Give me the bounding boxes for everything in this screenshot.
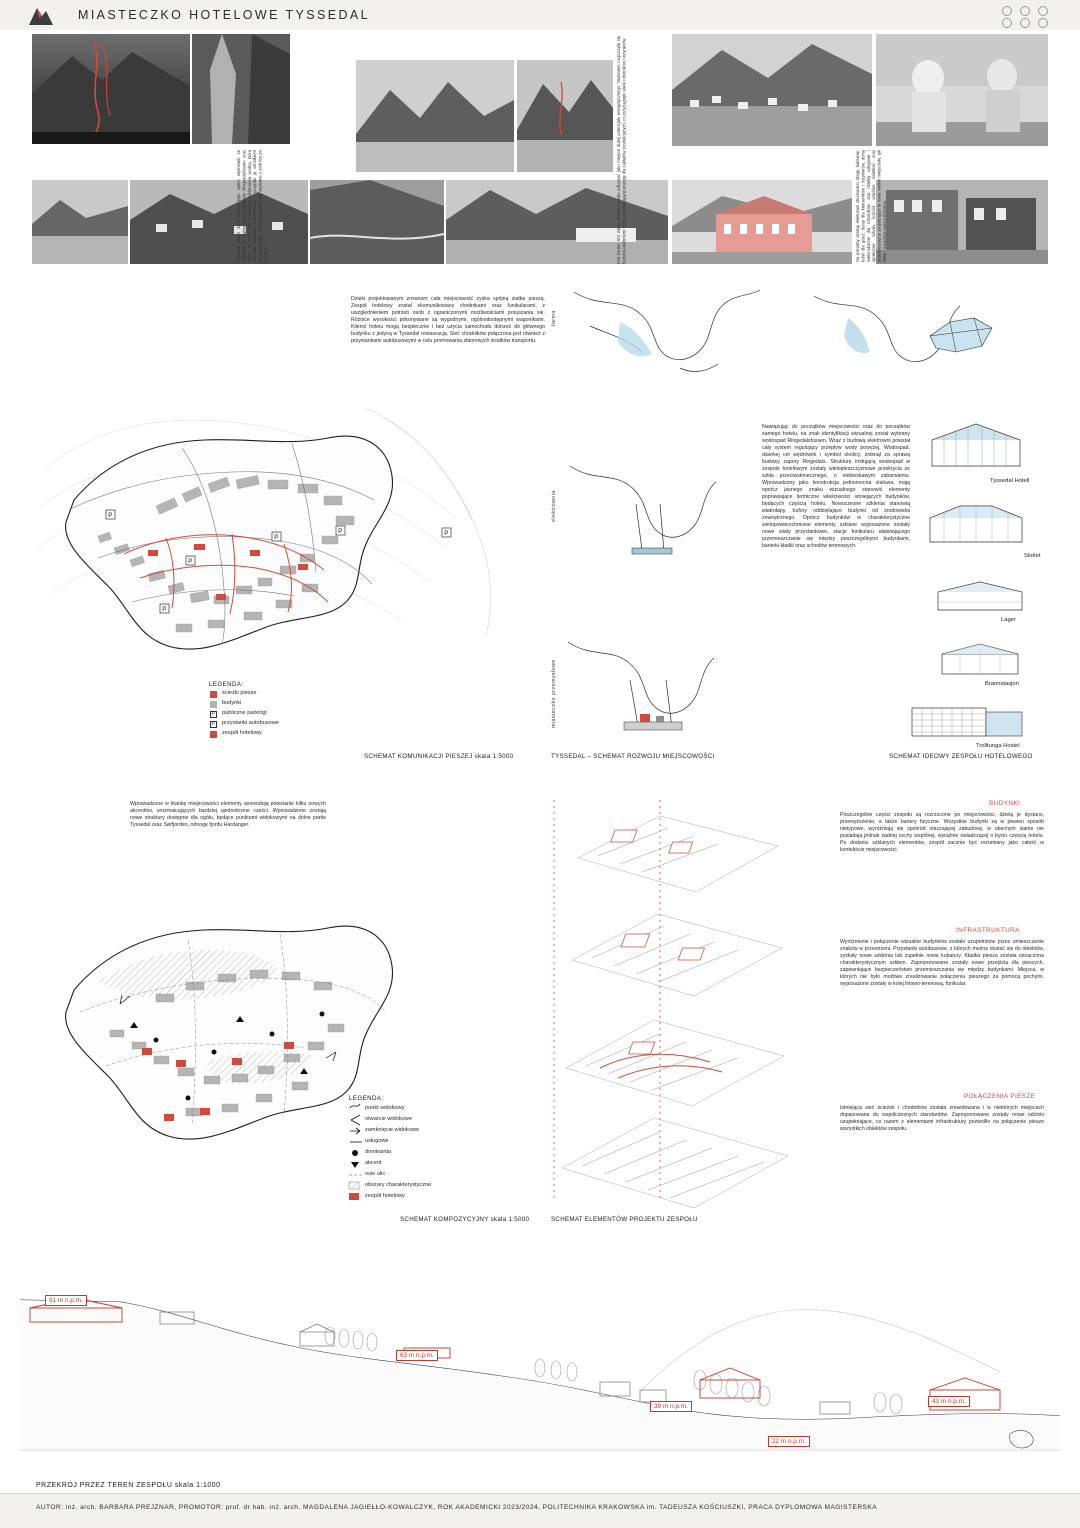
diagram-label-miasteczko: miasteczko przemysłowe — [551, 659, 557, 728]
composition-description: Wprowadzone w tkankę miejscowości elementy spowodują powstanie kilku nowych akcentów, urozmaicających bardziej ujednolicone części. Wprowadzone zostają nowe struktury dostępne dla ogółu, będące punktami widokowymi na dolne partie Tyssedal oraz Sørfjorden, odnogę fjordu Hardanger. — [130, 801, 326, 828]
photo-village-hillside — [672, 34, 872, 146]
elements-axonometric-diagram[interactable] — [548, 790, 848, 1210]
legend-1-swatch-hotel — [210, 731, 217, 738]
legend-1-swatch-paths — [210, 691, 217, 698]
legend-2-item-6: osie ulic — [365, 1171, 386, 1177]
caption-elements: SCHEMAT ELEMENTÓW PROJEKTU ZESPOŁU — [551, 1216, 698, 1223]
legend-2-item-2: zamknięcie widokowe — [365, 1127, 420, 1133]
buildings-description: Poszczególne części zespołu są rozrzucone po miejscowości, dzielą je dystans, przewyższenie, a także bariery fizyczne. Wszystkie budynki są w pewien sposób nietypowe, wyróżniają się spośród otaczającej zabudowy, w obecnym stanie nie posiadają jednak żadnej cechy wspólnej, wyraźnie świadczącej o byciu częścią hotelu. Po dodaniu szklanych elementów, zespół zacznie być rozumiany jako całość w kontekście miejscowości. — [840, 812, 1044, 853]
elevation-label-91: 91 m n.p.m. — [45, 1295, 87, 1306]
legend-2-title: LEGENDA: — [349, 1095, 384, 1102]
caption-composition: SCHEMAT KOMPOZYCYJNY skala 1:5000 — [400, 1216, 530, 1223]
photo-old-street-shop — [876, 180, 1048, 264]
hostel-building-icon — [908, 700, 1026, 740]
legend-1-item-paths: ścieżki piesze — [222, 690, 257, 696]
poster-header — [0, 0, 1080, 31]
legend-2-icons — [348, 1100, 364, 1204]
hostel-building-label: Trolltunga Hostel — [976, 743, 1020, 749]
fire-station-label: Brannstasjon — [985, 681, 1019, 687]
svg-text:P: P — [162, 607, 167, 613]
legend-2-item-8: zespół hotelowy — [365, 1193, 405, 1199]
hotel-building-label: Tyssedal Hotell — [990, 478, 1030, 484]
photo-lake-view — [32, 180, 128, 264]
legend-1-title: LEGENDA: — [209, 681, 244, 688]
communication-description: Dzięki projektowanym zmianom cała miejscowość zyska spójną siatkę pieszą. Zespół hotelowy został skomunikowany chodnikami oraz funikularami, z uwzględnieniem potrzeb osób z ograniczonymi możliwościami poruszania się. Różnice wysokości pokonywane są wygodnymi, ogólnodostępnymi wagonikami. Klienci hotelu mogą bezpiecznie i bez użycia samochodu dotrzeć do głównego budynku z jedyną w Tyssedal restauracją. Sieć chodników połączona jest również z przystankami autobusowymi w celu promowania zbiorowych środków transportu. — [351, 296, 545, 344]
development-diagram-row-1 — [560, 282, 1030, 382]
legend-2-item-7: obszary charakterystyczne — [365, 1182, 432, 1188]
legend-2-item-4: dominanta — [365, 1149, 392, 1155]
elevation-label-22: 22 m n.p.m. — [768, 1436, 810, 1447]
legend-1-swatch-buildings — [210, 701, 217, 708]
legend-1-item-busstop: przystanki autobusowe — [222, 720, 279, 726]
infrastructure-description: Wyróżnienie i połączenie wizualne budynków zostało uzupełnione przez umieszczenie znaków w przestrzeni. Przystanki autobusowe, z których można dostać się do obiektów, zyskały nowe szklenia lub zupełnie nowe kubatury. Kładka piesza została oznaczona charakterystycznym szkłem. Zaproponowane zostały nowe przejścia dla pieszych, zapewniające bezpieczeństwo przemieszczania się między budynkami. Miejsca, w których nie było możliwe zrealizowanie połączenia pieszego za pomocą pochylni, wyposażone zostały w kolej linowo-terenową, funikular. — [840, 939, 1044, 987]
legend-1-item-buildings: budynki — [222, 700, 242, 706]
svg-text:P: P — [108, 513, 113, 519]
lager-building-label: Lager — [1001, 617, 1016, 623]
legend-2-item-0: punkt widokowy — [365, 1105, 405, 1111]
legend-2-item-3: usługowe — [365, 1138, 389, 1144]
infrastructure-title: INFRASTRUKTURA — [956, 927, 1020, 934]
caption-section: PRZEKRÓJ PRZEZ TEREN ZESPOŁU skala 1:1000 — [36, 1482, 221, 1489]
poster-footer — [0, 1493, 1080, 1528]
hotel-building-icon — [926, 420, 1026, 470]
legend-1-item-hotel: zespół hotelowy — [222, 730, 262, 736]
legend-2-item-5: akcent — [365, 1160, 382, 1166]
page-title: MIASTECZKO HOTELOWE TYSSEDAL — [78, 8, 371, 22]
photo-pink-hotel — [672, 180, 852, 264]
svg-text:P: P — [188, 559, 193, 565]
mountain-logo-icon — [28, 4, 54, 26]
history-text-1: Tyssedal przed 1900 rokiem było celem wędrówek ze względu na malownicze wodospady Ringedalsfossen oraz Tysso. W 1906 roku zbudowano elektrownię wodną, która zmieniła charakter miejscowości i uczyniła ją ośrodkiem przemysłowym. Baza wypadowa była zapisana z podróży po Norwegii. — [236, 150, 269, 262]
elevation-label-43: 43 m n.p.m. — [928, 1396, 970, 1407]
legend-2-item-1: otwarcie widokowe — [365, 1116, 412, 1122]
dot-grid-decoration — [998, 5, 1058, 25]
paths-description: Istniejąca sieć ścieżek i chodników została zrewidowana i w niektórych miejscach dopasowana do współczesnych standardów. Zaproponowane zostały nowe odcinki uzupełniające, co razem z elementami infrastruktury pozwoliło na połączenie piesze wszystkich obiektów zespołu. — [840, 1105, 1044, 1132]
photo-people-counter — [876, 34, 1048, 146]
slottet-building-icon — [926, 500, 1026, 546]
photo-strip — [0, 30, 1080, 268]
legend-1-bus-p: P — [211, 721, 215, 727]
development-diagram-row-3 — [560, 630, 800, 750]
diagram-label-farma: farma — [551, 310, 557, 326]
slottet-building-label: Slottet — [1024, 553, 1041, 559]
idea-description: Nawiązując do początków miejscowości oraz do początków samego hotelu, na znak identyfikacji wizualnej został wybrany wodospad Ringedalsfossen. Wraz z budową elektrowni powstał cały system regulujący przepływ wody powyżej. Wodospad, dawniej cel wędrówek i symbol okolicy, zniknął za sprawą budowy zapory Ringedals. Strukturę imitującą wodospad w zespole hotelowym zostały wielopleszczyznowe przekrycia ze szkła przeciwsłonecznego, o niebieskawym zabarwieniu. Wprowadzony jako konstrukcja jednomocna stalowa, mają oprócz jasnego znaku wizualnego stanowić elementy poprawiające termiczne właściwości istniejących budynków, będących częścią hotelu. Nowoczesne szklenia stanowią wiatrołapy, bufory oddzielające budynki od środowiska zewnętrznego. Oprócz budynków w charakterystyczne wielopowierzchniowe elementy szklane wyposażone zostały nowe wiaty przystankowe, stacje funikularu ułatwiającego przemieszczanie się między poszczególnymi budynkami, barierki kładki oraz schodów terenowych. — [762, 424, 910, 549]
elevation-label-39: 39 m n.p.m. — [650, 1401, 692, 1412]
photo-fjord-mountain-red — [517, 60, 613, 172]
terrain-section-drawing — [0, 1272, 1080, 1462]
legend-1-item-parking: publiczne parkingi — [222, 710, 267, 716]
svg-text:P: P — [274, 535, 279, 541]
photo-fjord-mountain-1 — [356, 60, 514, 172]
svg-text:P: P — [338, 529, 343, 535]
paths-title: POŁĄCZENIA PIESZE — [964, 1093, 1036, 1100]
photo-waterfall-cliff — [192, 34, 290, 144]
communication-map[interactable] — [36, 388, 506, 678]
elevation-label-63: 63 m n.p.m. — [396, 1350, 438, 1361]
buildings-title: BUDYNKI — [989, 800, 1021, 807]
caption-communication: SCHEMAT KOMUNIKACJI PIESZEJ skala 1:5000 — [364, 753, 514, 760]
history-text-3: Na potrzeby obsługi elektrowni zbudowano drogę, ładownię, hotel dla gości, domy dla kierowników i inżynierów, domy wielorodzinne dla robotników oraz obiekty usługowe i społeczne: szkoła, kościół, wspólne świetlice oraz przedsięwzięcia zaopatrujące te nowe wielkie miejscówki, jak sklep - kawiarnia Hanna Eriksena. — [855, 150, 888, 262]
footer-credits: AUTOR: inż. arch. BARBARA PREJZNAR, PROMOTOR: prof. dr hab. inż. arch. MAGDALENA JAGIEŁŁO-KOWALCZYK, ROK AKADEMICKI 2023/2024, POLITECHNIKA KRAKOWSKA im. TADEUSZA KOŚCIUSZKI, PRACA DYPLOMOWA MAGISTERSKA — [36, 1504, 878, 1511]
diagram-label-elektrownia: elektrownia — [551, 490, 557, 522]
lager-building-icon — [934, 578, 1026, 614]
svg-text:P: P — [444, 531, 449, 537]
caption-idea: SCHEMAT IDEOWY ZESPOŁU HOTELOWEGO — [889, 753, 1033, 760]
composition-map[interactable] — [36, 862, 506, 1174]
caption-development: TYSSEDAL – SCHEMAT ROZWOJU MIEJSCOWOŚCI — [551, 753, 715, 760]
photo-waterfall-red-overlay — [32, 34, 190, 144]
legend-1-parking-p: P — [211, 711, 215, 717]
fire-station-icon — [934, 640, 1026, 678]
history-text-2: Pod koniec XIX wieku okolica zaczęła odkrywać jako miejsce dużej potencjału energetycznego. Nadaniem rozpoczęła się budowa elektrowni Tyssø, zapewniającej energię dla zakładów produkcyjnych, co przyciągnęło wielu robotników i inżynierów. — [616, 36, 627, 264]
